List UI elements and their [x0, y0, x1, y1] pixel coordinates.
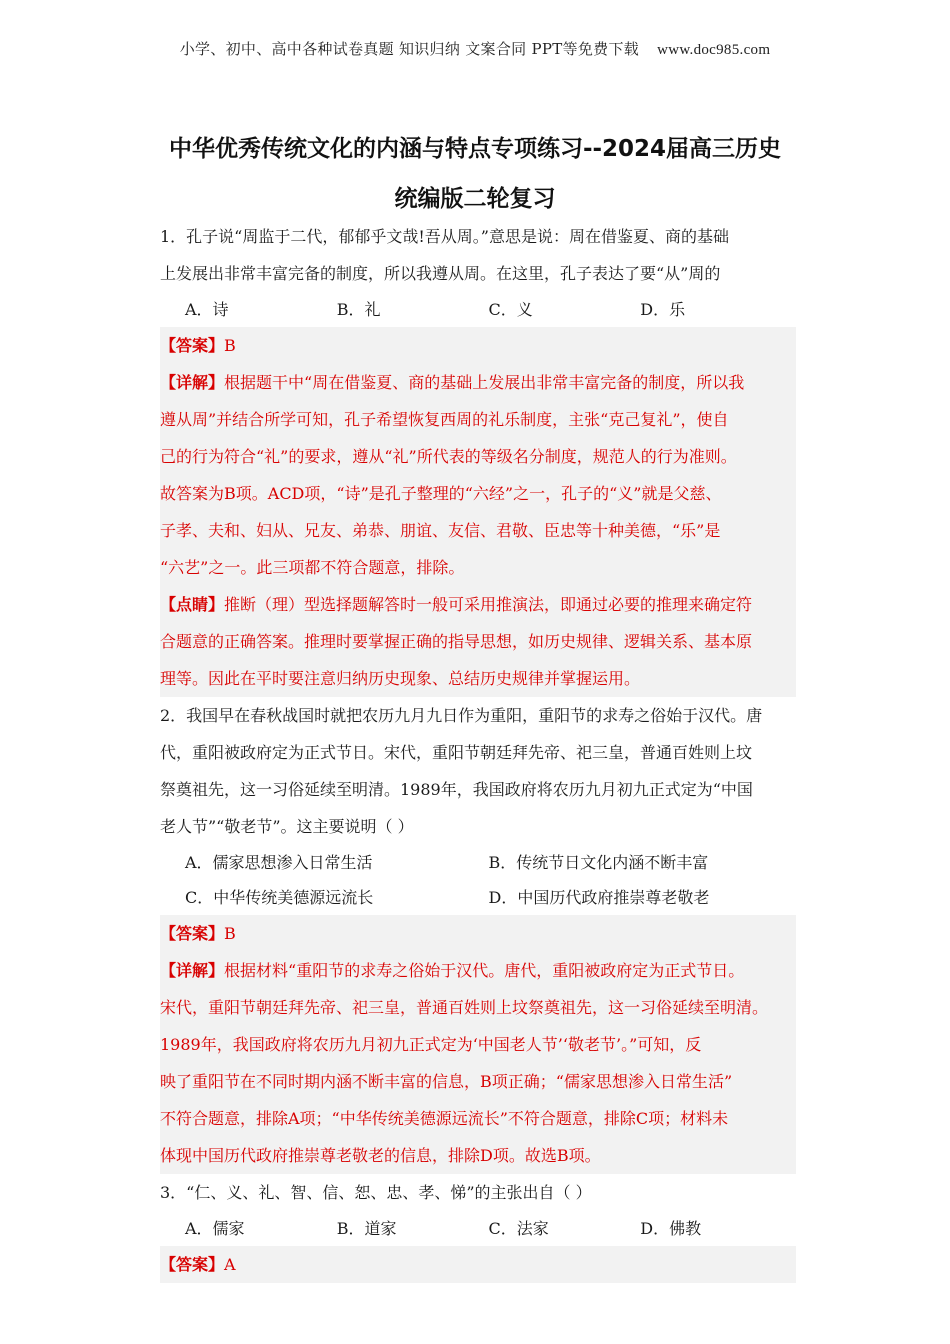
- answer-value: B: [224, 336, 236, 355]
- question-text-line: 老人节”“敬老节”。这主要说明（ ）: [160, 817, 414, 836]
- answer-line: [160, 915, 796, 952]
- detail-line: 体现中国历代政府推崇尊老敬老的信息，排除D项。故选B项。: [160, 1146, 601, 1165]
- detail-tag: 【详解】: [160, 373, 225, 392]
- detail-line: 宋代，重阳节朝廷拜先帝、祀三皇，普通百姓则上坟祭奠祖先，这一习俗延续至明清。: [160, 998, 769, 1017]
- question-options: [160, 845, 792, 880]
- answer-value: B: [224, 924, 236, 943]
- tip-tag: 【点睛】: [160, 595, 225, 614]
- detail-line: 子孝、夫和、妇从、兄友、弟恭、朋谊、友信、君敬、臣忠等十种美德，“乐”是: [160, 521, 721, 540]
- question-text-line: 祭奠祖先，这一习俗延续至明清。1989年，我国政府将农历九月初九正式定为“中国: [160, 780, 753, 799]
- question-options: [160, 1211, 792, 1246]
- answer-line: [160, 1246, 796, 1283]
- detail-line: 不符合题意，排除A项；“中华传统美德源远流长”不符合题意，排除C项；材料未: [160, 1109, 729, 1128]
- answer-tag: 【答案】: [160, 1255, 225, 1274]
- tip-line: 理等。因此在平时要注意归纳历史现象、总结历史规律并掌握运用。: [160, 669, 641, 688]
- option-b: B．道家: [336, 1219, 397, 1238]
- option-d: D．佛教: [640, 1219, 702, 1238]
- answer-block: [160, 327, 796, 697]
- tip-line: [160, 586, 796, 623]
- detail-line: 1989年，我国政府将农历九月初九正式定为‘中国老人节’‘敬老节’。”可知，反: [160, 1035, 702, 1054]
- document-body: [160, 218, 792, 1283]
- question-2: [160, 697, 792, 1174]
- option-a: A．儒家思想渗入日常生活: [185, 853, 373, 872]
- tip-text: 推断（理）型选择题解答时一般可采用推演法，即通过必要的推理来确定符: [224, 595, 753, 614]
- detail-line: [160, 952, 796, 989]
- detail-line: “六艺”之一。此三项都不符合题意，排除。: [160, 558, 465, 577]
- option-b: B．礼: [336, 300, 381, 319]
- tip-line: 合题意的正确答案。推理时要掌握正确的指导思想，如历史规律、逻辑关系、基本原: [160, 632, 753, 651]
- question-3: [160, 1174, 792, 1283]
- document-title-line1: 中华优秀传统文化的内涵与特点专项练习--2024届高三历史: [168, 136, 782, 162]
- answer-block: [160, 915, 796, 1174]
- question-options: [160, 880, 792, 915]
- detail-line: [160, 364, 796, 401]
- header-text: 小学、初中、高中各种试卷真题 知识归纳 文案合同 PPT等免费下载: [179, 40, 640, 58]
- question-text-line: 上发展出非常丰富完备的制度，所以我遵从周。在这里，孔子表达了要“从”周的: [160, 264, 721, 283]
- option-d: D．乐: [640, 300, 686, 319]
- detail-line: 故答案为B项。ACD项，“诗”是孔子整理的“六经”之一，孔子的“义”就是父慈、: [160, 484, 722, 503]
- option-c: C．法家: [488, 1219, 549, 1238]
- question-text-line: 3．“仁、义、礼、智、信、恕、忠、孝、悌”的主张出自（ ）: [160, 1183, 592, 1202]
- page-header: [0, 38, 950, 59]
- option-b: B．传统节日文化内涵不断丰富: [488, 853, 709, 872]
- detail-line: 遵从周”并结合所学可知，孔子希望恢复西周的礼乐制度，主张“克己复礼”，使自: [160, 410, 729, 429]
- detail-text: 根据题干中“周在借鉴夏、商的基础上发展出非常丰富完备的制度，所以我: [224, 373, 745, 392]
- question-text-line: 代，重阳被政府定为正式节日。宋代，重阳节朝廷拜先帝、祀三皇，普通百姓则上坟: [160, 743, 753, 762]
- option-a: A．诗: [185, 300, 229, 319]
- question-1: [160, 218, 792, 697]
- question-options: [160, 292, 792, 327]
- answer-value: A: [224, 1255, 236, 1274]
- option-c: C．中华传统美德源远流长: [185, 888, 374, 907]
- detail-line: 己的行为符合“礼”的要求，遵从“礼”所代表的等级名分制度，规范人的行为准则。: [160, 447, 737, 466]
- detail-text: 根据材料“重阳节的求寿之俗始于汉代。唐代，重阳被政府定为正式节日。: [224, 961, 745, 980]
- answer-block: [160, 1246, 796, 1283]
- detail-line: 映了重阳节在不同时期内涵不断丰富的信息，B项正确；“儒家思想渗入日常生活”: [160, 1072, 733, 1091]
- question-text-line: 2．我国早在春秋战国时就把农历九月九日作为重阳，重阳节的求寿之俗始于汉代。唐: [160, 706, 763, 725]
- document-title-line2: 统编版二轮复习: [394, 186, 556, 212]
- detail-tag: 【详解】: [160, 961, 225, 980]
- header-site-link[interactable]: www.doc985.com: [657, 42, 771, 58]
- answer-tag: 【答案】: [160, 336, 225, 355]
- option-a: A．儒家: [185, 1219, 245, 1238]
- option-c: C．义: [488, 300, 533, 319]
- answer-tag: 【答案】: [160, 924, 225, 943]
- question-text-line: 1．孔子说“周监于二代，郁郁乎文哉!吾从周。”意思是说：周在借鉴夏、商的基础: [160, 227, 729, 246]
- option-d: D．中国历代政府推崇尊老敬老: [488, 888, 710, 907]
- answer-line: [160, 327, 796, 364]
